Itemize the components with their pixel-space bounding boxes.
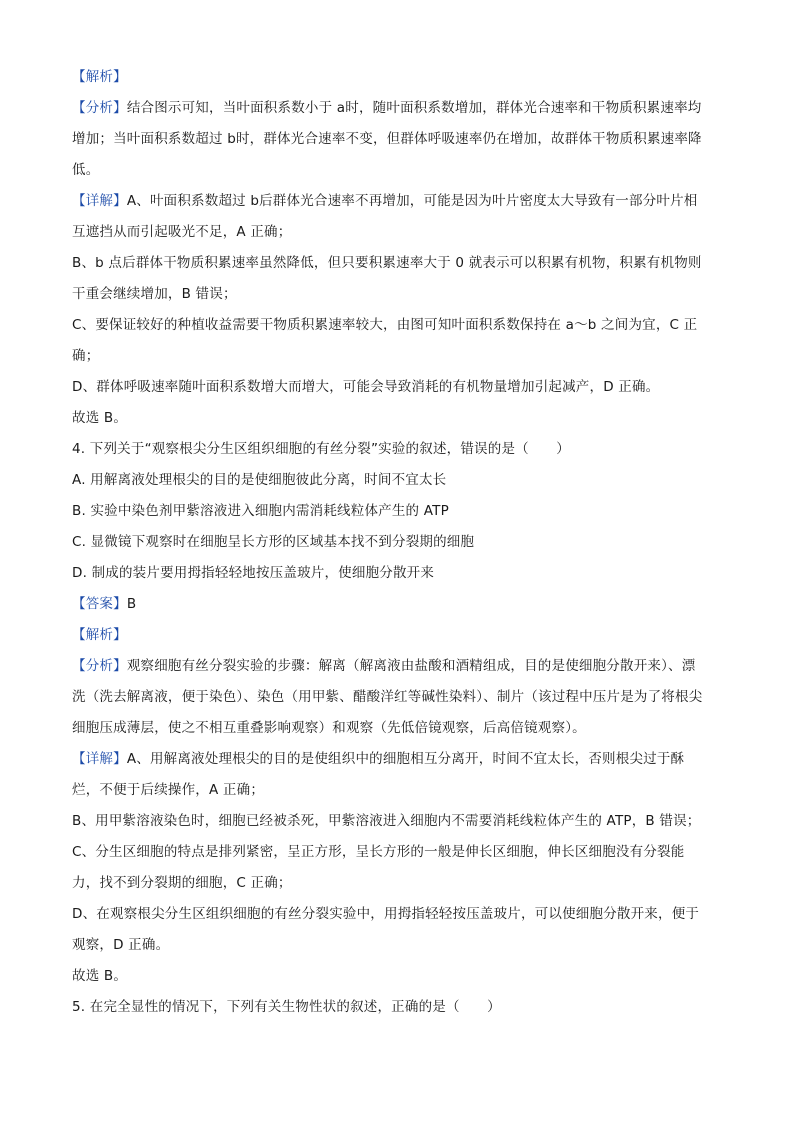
q4-xiangjie-line-1 <box>72 744 732 775</box>
q3-c-line-1: C、要保证较好的种植收益需要干物质积累速率较大，由图可知叶面积系数保持在 a～b 之间为宜，C 正 <box>72 317 698 333</box>
q3-fenxi-line-3: 低。 <box>72 162 100 178</box>
q3-d-line-1: D、群体呼吸速率随叶面积系数增大而增大，可能会导致消耗的有机物量增加引起减产，D 正确。 <box>72 379 660 395</box>
document-page <box>72 62 732 1023</box>
answer-tag: 【答案】 <box>72 596 127 612</box>
analysis-tag: 【解析】 <box>72 69 127 85</box>
q3-fenxi-line-2: 增加；当叶面积系数超过 b时，群体光合速率不变，但群体呼吸速率仍在增加，故群体干物质积累速率降 <box>72 131 702 147</box>
q3-xiangjie-text-1: A、叶面积系数超过 b后群体光合速率不再增加，可能是因为叶片密度太大导致有一部分叶片相 <box>126 193 698 209</box>
q3-b-line-2: 干重会继续增加，B 错误； <box>72 286 237 302</box>
q4-fenxi-line-3: 细胞压成薄层，使之不相互重叠影响观察）和观察（先低倍镜观察，后高倍镜观察）。 <box>72 720 586 736</box>
fenxi-tag: 【分析】 <box>72 100 127 116</box>
q3-c-line-2: 确； <box>72 348 100 364</box>
q4-option-d: D. 制成的装片要用拇指轻轻地按压盖玻片，使细胞分散开来 <box>72 565 435 581</box>
q4-fenxi-line-1 <box>72 651 732 682</box>
q4-d-line-1: D、在观察根尖分生区组织细胞的有丝分裂实验中，用拇指轻轻按压盖玻片，可以使细胞分散开来，便于 <box>72 906 700 922</box>
q5-question: 5. 在完全显性的情况下，下列有关生物性状的叙述，正确的是（ ） <box>72 999 501 1015</box>
q3-analysis-header <box>72 62 732 93</box>
q4-c-line-1: C、分生区细胞的特点是排列紧密，呈正方形，呈长方形的一般是伸长区细胞，伸长区细胞没有分裂能 <box>72 844 685 860</box>
q4-d-line-2: 观察，D 正确。 <box>72 937 170 953</box>
q4-xiangjie-line-2: 烂，不便于后续操作，A 正确； <box>72 782 265 798</box>
q3-xiangjie-line-1 <box>72 186 732 217</box>
q3-b-line-1: B、b 点后群体干物质积累速率虽然降低，但只要积累速率大于 0 就表示可以积累有机物，积累有机物则 <box>72 255 702 271</box>
analysis-tag: 【解析】 <box>72 627 127 643</box>
q3-xiangjie-line-2: 互遮挡从而引起吸光不足，A 正确； <box>72 224 292 240</box>
q4-c-line-2: 力，找不到分裂期的细胞，C 正确； <box>72 875 292 891</box>
q4-option-c: C. 显微镜下观察时在细胞呈长方形的区域基本找不到分裂期的细胞 <box>72 534 475 550</box>
xiangjie-tag: 【详解】 <box>72 751 127 767</box>
q4-fenxi-text-1: 观察细胞有丝分裂实验的步骤：解离（解离液由盐酸和酒精组成，目的是使细胞分散开来）、漂 <box>126 658 696 674</box>
q4-xiangjie-text-1: A、用解离液处理根尖的目的是使组织中的细胞相互分离开，时间不宜太长，否则根尖过于酥 <box>126 751 685 767</box>
q4-analysis-header <box>72 620 732 651</box>
q4-fenxi-line-2: 洗（洗去解离液，便于染色）、染色（用甲紫、醋酸洋红等碱性染料）、制片（该过程中压片是为了将根尖 <box>72 689 703 705</box>
q4-b-line-1: B、用甲紫溶液染色时，细胞已经被杀死，甲紫溶液进入细胞内不需要消耗线粒体产生的 ATP，B 错误； <box>72 813 701 829</box>
q3-conclusion: 故选 B。 <box>72 410 128 426</box>
q3-fenxi-line-1 <box>72 93 732 124</box>
q4-option-b: B. 实验中染色剂甲紫溶液进入细胞内需消耗线粒体产生的 ATP <box>72 503 449 519</box>
q4-conclusion: 故选 B。 <box>72 968 128 984</box>
xiangjie-tag: 【详解】 <box>72 193 127 209</box>
q4-option-a: A. 用解离液处理根尖的目的是使细胞彼此分离，时间不宜太长 <box>72 472 447 488</box>
answer-value: B <box>126 596 137 612</box>
q4-answer <box>72 589 732 620</box>
q3-fenxi-text-1: 结合图示可知，当叶面积系数小于 a时，随叶面积系数增加，群体光合速率和干物质积累速率均 <box>126 100 702 116</box>
q4-question: 4. 下列关于“观察根尖分生区组织细胞的有丝分裂”实验的叙述，错误的是（ ） <box>72 441 570 457</box>
fenxi-tag: 【分析】 <box>72 658 127 674</box>
